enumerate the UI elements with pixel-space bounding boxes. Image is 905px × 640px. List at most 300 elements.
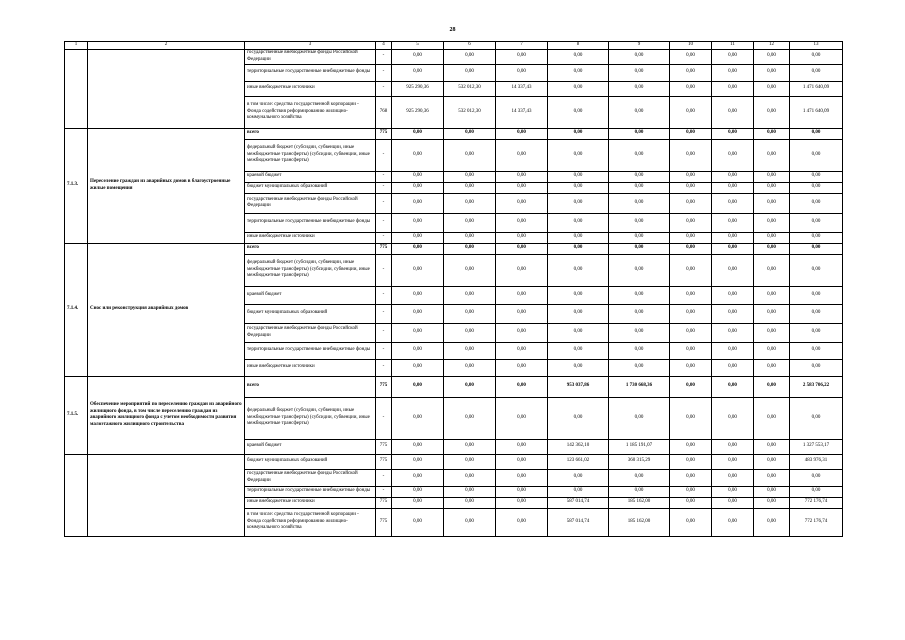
amount-cell: 0,00 bbox=[790, 359, 843, 376]
amount-cell: 0,00 bbox=[670, 254, 712, 286]
amount-cell: 0,00 bbox=[444, 128, 496, 139]
budget-code: - bbox=[376, 213, 392, 232]
amount-cell: 0,00 bbox=[754, 128, 790, 139]
column-number: 10 bbox=[670, 42, 712, 50]
amount-cell: 0,00 bbox=[790, 254, 843, 286]
funding-source: бюджет муниципальных образований bbox=[245, 182, 376, 193]
amount-cell: 0,00 bbox=[444, 323, 496, 342]
amount-cell: 0,00 bbox=[496, 342, 548, 359]
amount-cell: 0,00 bbox=[670, 243, 712, 254]
amount-cell: 142 362,10 bbox=[548, 439, 609, 454]
amount-cell: 0,00 bbox=[548, 81, 609, 96]
amount-cell: 185 162,00 bbox=[609, 508, 670, 536]
amount-cell: 925 290,36 bbox=[392, 96, 444, 128]
amount-cell: 0,00 bbox=[392, 139, 444, 171]
amount-cell: 0,00 bbox=[712, 397, 754, 439]
amount-cell: 0,00 bbox=[790, 323, 843, 342]
amount-cell: 0,00 bbox=[496, 49, 548, 64]
amount-cell: 0,00 bbox=[670, 128, 712, 139]
funding-source: федеральный бюджет (субсидии, субвенции, иные межбюджетные трансферты) (субсидии, субвенции, иные межбюджетные трансферты) bbox=[245, 139, 376, 171]
amount-cell: 0,00 bbox=[790, 304, 843, 323]
budget-code: 775 bbox=[376, 128, 392, 139]
item-number bbox=[65, 454, 88, 536]
budget-code: - bbox=[376, 359, 392, 376]
amount-cell: 0,00 bbox=[712, 439, 754, 454]
amount-cell: 0,00 bbox=[670, 81, 712, 96]
item-number: 7.1.5. bbox=[65, 376, 88, 454]
amount-cell: 0,00 bbox=[790, 193, 843, 213]
budget-code: - bbox=[376, 182, 392, 193]
budget-code: - bbox=[376, 81, 392, 96]
amount-cell: 0,00 bbox=[712, 254, 754, 286]
amount-cell: 0,00 bbox=[496, 139, 548, 171]
amount-cell: 0,00 bbox=[392, 439, 444, 454]
amount-cell: 0,00 bbox=[496, 304, 548, 323]
amount-cell: 0,00 bbox=[496, 359, 548, 376]
amount-cell: 0,00 bbox=[609, 232, 670, 243]
amount-cell: 0,00 bbox=[444, 64, 496, 81]
amount-cell: 0,00 bbox=[548, 213, 609, 232]
amount-cell: 0,00 bbox=[609, 213, 670, 232]
amount-cell: 0,00 bbox=[712, 49, 754, 64]
amount-cell: 0,00 bbox=[609, 254, 670, 286]
amount-cell: 0,00 bbox=[392, 232, 444, 243]
amount-cell: 0,00 bbox=[754, 397, 790, 439]
amount-cell: 0,00 bbox=[609, 193, 670, 213]
amount-cell: 0,00 bbox=[444, 508, 496, 536]
budget-code: 775 bbox=[376, 497, 392, 508]
amount-cell: 0,00 bbox=[548, 232, 609, 243]
amount-cell: 0,00 bbox=[712, 213, 754, 232]
amount-cell: 0,00 bbox=[754, 359, 790, 376]
funding-source: всего bbox=[245, 376, 376, 397]
amount-cell: 0,00 bbox=[548, 128, 609, 139]
amount-cell: 0,00 bbox=[670, 171, 712, 182]
amount-cell: 0,00 bbox=[670, 469, 712, 486]
amount-cell: 0,00 bbox=[496, 193, 548, 213]
amount-cell: 0,00 bbox=[392, 376, 444, 397]
amount-cell: 0,00 bbox=[392, 397, 444, 439]
funding-source: иные внебюджетные источники bbox=[245, 359, 376, 376]
amount-cell: 0,00 bbox=[670, 96, 712, 128]
amount-cell: 0,00 bbox=[670, 486, 712, 497]
amount-cell: 0,00 bbox=[392, 286, 444, 304]
amount-cell: 0,00 bbox=[444, 486, 496, 497]
amount-cell: 360 315,29 bbox=[609, 454, 670, 469]
funding-source: в том числе: средства государственной корпорации - Фонда содействия реформированию жилищно-коммунального хозяйства bbox=[245, 96, 376, 128]
amount-cell: 0,00 bbox=[670, 376, 712, 397]
funding-source: территориальные государственные внебюджетные фонды bbox=[245, 213, 376, 232]
amount-cell: 0,00 bbox=[548, 64, 609, 81]
amount-cell: 0,00 bbox=[754, 454, 790, 469]
funding-source: государственные внебюджетные фонды Российской Федерации bbox=[245, 49, 376, 64]
amount-cell: 2 583 706,22 bbox=[790, 376, 843, 397]
amount-cell: 0,00 bbox=[712, 469, 754, 486]
amount-cell: 0,00 bbox=[670, 359, 712, 376]
activity-name: Снос или реконструкция аварийных домов bbox=[88, 243, 245, 376]
item-number: 7.1.3. bbox=[65, 128, 88, 243]
funding-source: всего bbox=[245, 243, 376, 254]
amount-cell: 0,00 bbox=[609, 304, 670, 323]
budget-code: - bbox=[376, 286, 392, 304]
table-row bbox=[65, 49, 843, 64]
amount-cell: 0,00 bbox=[496, 486, 548, 497]
amount-cell: 0,00 bbox=[392, 454, 444, 469]
column-number: 7 bbox=[496, 42, 548, 50]
budget-code: - bbox=[376, 342, 392, 359]
amount-cell: 0,00 bbox=[712, 128, 754, 139]
amount-cell: 0,00 bbox=[609, 469, 670, 486]
amount-cell: 0,00 bbox=[609, 182, 670, 193]
amount-cell: 0,00 bbox=[392, 323, 444, 342]
amount-cell: 0,00 bbox=[754, 243, 790, 254]
amount-cell: 0,00 bbox=[496, 497, 548, 508]
amount-cell: 0,00 bbox=[754, 497, 790, 508]
amount-cell: 0,00 bbox=[754, 81, 790, 96]
amount-cell: 0,00 bbox=[670, 454, 712, 469]
column-number-row bbox=[65, 42, 843, 50]
activity-name bbox=[88, 49, 245, 128]
table-row bbox=[65, 454, 843, 469]
amount-cell: 0,00 bbox=[392, 128, 444, 139]
funding-source: государственные внебюджетные фонды Российской Федерации bbox=[245, 193, 376, 213]
amount-cell: 1 730 668,36 bbox=[609, 376, 670, 397]
amount-cell: 0,00 bbox=[548, 171, 609, 182]
amount-cell: 0,00 bbox=[712, 193, 754, 213]
amount-cell: 0,00 bbox=[712, 376, 754, 397]
amount-cell: 0,00 bbox=[754, 171, 790, 182]
budget-code: 775 bbox=[376, 508, 392, 536]
amount-cell: 0,00 bbox=[548, 304, 609, 323]
amount-cell: 0,00 bbox=[548, 397, 609, 439]
amount-cell: 0,00 bbox=[496, 323, 548, 342]
amount-cell: 0,00 bbox=[609, 171, 670, 182]
amount-cell: 0,00 bbox=[712, 342, 754, 359]
amount-cell: 0,00 bbox=[670, 439, 712, 454]
amount-cell: 0,00 bbox=[754, 64, 790, 81]
amount-cell: 0,00 bbox=[548, 96, 609, 128]
column-number: 6 bbox=[444, 42, 496, 50]
amount-cell: 0,00 bbox=[609, 81, 670, 96]
budget-code: - bbox=[376, 49, 392, 64]
column-number: 5 bbox=[392, 42, 444, 50]
amount-cell: 0,00 bbox=[790, 342, 843, 359]
amount-cell: 185 162,00 bbox=[609, 497, 670, 508]
funding-source: бюджет муниципальных образований bbox=[245, 304, 376, 323]
amount-cell: 14 337,43 bbox=[496, 81, 548, 96]
column-number: 2 bbox=[88, 42, 245, 50]
column-number: 4 bbox=[376, 42, 392, 50]
amount-cell: 0,00 bbox=[392, 49, 444, 64]
amount-cell: 0,00 bbox=[754, 193, 790, 213]
amount-cell: 0,00 bbox=[392, 359, 444, 376]
amount-cell: 0,00 bbox=[790, 171, 843, 182]
amount-cell: 0,00 bbox=[790, 469, 843, 486]
amount-cell: 0,00 bbox=[670, 342, 712, 359]
amount-cell: 0,00 bbox=[392, 213, 444, 232]
amount-cell: 0,00 bbox=[444, 439, 496, 454]
funding-source: государственные внебюджетные фонды Российской Федерации bbox=[245, 469, 376, 486]
amount-cell: 0,00 bbox=[444, 454, 496, 469]
amount-cell: 0,00 bbox=[444, 359, 496, 376]
amount-cell: 0,00 bbox=[609, 486, 670, 497]
amount-cell: 0,00 bbox=[392, 171, 444, 182]
column-number: 1 bbox=[65, 42, 88, 50]
amount-cell: 0,00 bbox=[609, 323, 670, 342]
column-number: 12 bbox=[754, 42, 790, 50]
column-number: 13 bbox=[790, 42, 843, 50]
table-row bbox=[65, 243, 843, 254]
amount-cell: 0,00 bbox=[392, 243, 444, 254]
amount-cell: 0,00 bbox=[670, 323, 712, 342]
amount-cell: 0,00 bbox=[754, 182, 790, 193]
funding-source: бюджет муниципальных образований bbox=[245, 454, 376, 469]
amount-cell: 0,00 bbox=[609, 243, 670, 254]
amount-cell: 0,00 bbox=[392, 193, 444, 213]
funding-source: всего bbox=[245, 128, 376, 139]
column-number: 8 bbox=[548, 42, 609, 50]
budget-code: - bbox=[376, 469, 392, 486]
funding-source: краевой бюджет bbox=[245, 286, 376, 304]
amount-cell: 0,00 bbox=[548, 286, 609, 304]
funding-source: государственные внебюджетные фонды Российской Федерации bbox=[245, 323, 376, 342]
amount-cell: 0,00 bbox=[548, 243, 609, 254]
funding-source: территориальные государственные внебюджетные фонды bbox=[245, 486, 376, 497]
amount-cell: 0,00 bbox=[444, 193, 496, 213]
amount-cell: 0,00 bbox=[712, 243, 754, 254]
amount-cell: 0,00 bbox=[548, 342, 609, 359]
amount-cell: 0,00 bbox=[754, 439, 790, 454]
amount-cell: 0,00 bbox=[790, 286, 843, 304]
amount-cell: 0,00 bbox=[670, 497, 712, 508]
amount-cell: 0,00 bbox=[444, 254, 496, 286]
amount-cell: 0,00 bbox=[392, 497, 444, 508]
amount-cell: 0,00 bbox=[712, 139, 754, 171]
amount-cell: 0,00 bbox=[496, 397, 548, 439]
amount-cell: 0,00 bbox=[496, 254, 548, 286]
amount-cell: 1 185 191,07 bbox=[609, 439, 670, 454]
table-row bbox=[65, 128, 843, 139]
amount-cell: 0,00 bbox=[609, 139, 670, 171]
amount-cell: 0,00 bbox=[670, 182, 712, 193]
funding-source: территориальные государственные внебюджетные фонды bbox=[245, 64, 376, 81]
funding-source: федеральный бюджет (субсидии, субвенции, иные межбюджетные трансферты) (субсидии, субвенции, иные межбюджетные трансферты) bbox=[245, 254, 376, 286]
item-number bbox=[65, 49, 88, 128]
amount-cell: 0,00 bbox=[754, 213, 790, 232]
amount-cell: 0,00 bbox=[548, 182, 609, 193]
amount-cell: 0,00 bbox=[548, 49, 609, 64]
amount-cell: 0,00 bbox=[392, 469, 444, 486]
amount-cell: 0,00 bbox=[670, 508, 712, 536]
amount-cell: 0,00 bbox=[444, 49, 496, 64]
amount-cell: 0,00 bbox=[754, 254, 790, 286]
amount-cell: 0,00 bbox=[548, 323, 609, 342]
budget-code: - bbox=[376, 64, 392, 81]
budget-code: - bbox=[376, 232, 392, 243]
amount-cell: 0,00 bbox=[444, 286, 496, 304]
amount-cell: 0,00 bbox=[712, 454, 754, 469]
amount-cell: 587 014,74 bbox=[548, 497, 609, 508]
amount-cell: 0,00 bbox=[754, 323, 790, 342]
amount-cell: 0,00 bbox=[712, 286, 754, 304]
column-number: 9 bbox=[609, 42, 670, 50]
amount-cell: 0,00 bbox=[444, 376, 496, 397]
amount-cell: 0,00 bbox=[712, 359, 754, 376]
amount-cell: 0,00 bbox=[609, 286, 670, 304]
amount-cell: 0,00 bbox=[444, 342, 496, 359]
amount-cell: 123 661,02 bbox=[548, 454, 609, 469]
column-number: 11 bbox=[712, 42, 754, 50]
amount-cell: 0,00 bbox=[790, 139, 843, 171]
amount-cell: 772 176,74 bbox=[790, 497, 843, 508]
amount-cell: 0,00 bbox=[712, 81, 754, 96]
amount-cell: 0,00 bbox=[496, 213, 548, 232]
amount-cell: 0,00 bbox=[670, 64, 712, 81]
budget-code: - bbox=[376, 323, 392, 342]
budget-code: - bbox=[376, 139, 392, 171]
amount-cell: 0,00 bbox=[392, 508, 444, 536]
amount-cell: 0,00 bbox=[609, 96, 670, 128]
budget-code: - bbox=[376, 254, 392, 286]
activity-name bbox=[88, 454, 245, 536]
amount-cell: 0,00 bbox=[444, 397, 496, 439]
amount-cell: 0,00 bbox=[754, 376, 790, 397]
amount-cell: 1 327 553,17 bbox=[790, 439, 843, 454]
amount-cell: 0,00 bbox=[790, 486, 843, 497]
amount-cell: 0,00 bbox=[444, 171, 496, 182]
amount-cell: 0,00 bbox=[444, 469, 496, 486]
amount-cell: 0,00 bbox=[609, 359, 670, 376]
amount-cell: 0,00 bbox=[609, 397, 670, 439]
budget-code: - bbox=[376, 486, 392, 497]
amount-cell: 0,00 bbox=[496, 286, 548, 304]
amount-cell: 0,00 bbox=[548, 486, 609, 497]
activity-name: Обеспечение мероприятий по переселению граждан из аварийного жилищного фонда, в том числе переселению граждан из аварийного жилищного фонда с учетом необходимости развития малоэтажного жилищного строительства bbox=[88, 376, 245, 454]
amount-cell: 0,00 bbox=[548, 359, 609, 376]
amount-cell: 0,00 bbox=[496, 243, 548, 254]
amount-cell: 0,00 bbox=[548, 139, 609, 171]
funding-source: иные внебюджетные источники bbox=[245, 497, 376, 508]
amount-cell: 0,00 bbox=[444, 497, 496, 508]
amount-cell: 0,00 bbox=[712, 96, 754, 128]
amount-cell: 0,00 bbox=[754, 508, 790, 536]
table-row bbox=[65, 376, 843, 397]
budget-table bbox=[64, 41, 843, 537]
amount-cell: 0,00 bbox=[712, 486, 754, 497]
budget-code: - bbox=[376, 397, 392, 439]
amount-cell: 0,00 bbox=[790, 232, 843, 243]
amount-cell: 0,00 bbox=[444, 182, 496, 193]
funding-source: в том числе: средства государственной корпорации - Фонда содействия реформированию жилищно-коммунального хозяйства bbox=[245, 508, 376, 536]
amount-cell: 532 012,30 bbox=[444, 96, 496, 128]
amount-cell: 0,00 bbox=[444, 232, 496, 243]
budget-code: 768 bbox=[376, 96, 392, 128]
amount-cell: 0,00 bbox=[444, 139, 496, 171]
amount-cell: 0,00 bbox=[754, 342, 790, 359]
amount-cell: 0,00 bbox=[548, 469, 609, 486]
amount-cell: 0,00 bbox=[754, 139, 790, 171]
amount-cell: 0,00 bbox=[392, 254, 444, 286]
item-number: 7.1.4. bbox=[65, 243, 88, 376]
amount-cell: 0,00 bbox=[392, 64, 444, 81]
page-number: 28 bbox=[449, 27, 456, 33]
amount-cell: 0,00 bbox=[496, 439, 548, 454]
budget-code: - bbox=[376, 304, 392, 323]
amount-cell: 14 337,43 bbox=[496, 96, 548, 128]
funding-source: краевой бюджет bbox=[245, 171, 376, 182]
activity-name: Переселение граждан из аварийных домов в благоустроенные жилые помещения bbox=[88, 128, 245, 243]
amount-cell: 0,00 bbox=[392, 486, 444, 497]
amount-cell: 0,00 bbox=[754, 469, 790, 486]
amount-cell: 0,00 bbox=[670, 139, 712, 171]
amount-cell: 0,00 bbox=[754, 49, 790, 64]
amount-cell: 0,00 bbox=[444, 304, 496, 323]
amount-cell: 0,00 bbox=[712, 323, 754, 342]
amount-cell: 0,00 bbox=[670, 304, 712, 323]
amount-cell: 0,00 bbox=[670, 193, 712, 213]
budget-code: 775 bbox=[376, 376, 392, 397]
budget-code: 775 bbox=[376, 243, 392, 254]
amount-cell: 0,00 bbox=[496, 64, 548, 81]
amount-cell: 0,00 bbox=[712, 497, 754, 508]
amount-cell: 0,00 bbox=[712, 508, 754, 536]
amount-cell: 0,00 bbox=[754, 96, 790, 128]
budget-code: 775 bbox=[376, 439, 392, 454]
amount-cell: 0,00 bbox=[392, 342, 444, 359]
funding-source: иные внебюджетные источники bbox=[245, 232, 376, 243]
column-number: 3 bbox=[245, 42, 376, 50]
amount-cell: 772 176,74 bbox=[790, 508, 843, 536]
amount-cell: 0,00 bbox=[754, 304, 790, 323]
budget-code: - bbox=[376, 171, 392, 182]
amount-cell: 0,00 bbox=[712, 182, 754, 193]
amount-cell: 532 012,30 bbox=[444, 81, 496, 96]
amount-cell: 0,00 bbox=[609, 342, 670, 359]
amount-cell: 0,00 bbox=[609, 128, 670, 139]
amount-cell: 1 471 640,09 bbox=[790, 81, 843, 96]
amount-cell: 0,00 bbox=[754, 232, 790, 243]
budget-code: - bbox=[376, 193, 392, 213]
amount-cell: 0,00 bbox=[609, 49, 670, 64]
amount-cell: 0,00 bbox=[392, 182, 444, 193]
amount-cell: 0,00 bbox=[496, 454, 548, 469]
amount-cell: 0,00 bbox=[790, 64, 843, 81]
amount-cell: 0,00 bbox=[790, 128, 843, 139]
amount-cell: 0,00 bbox=[754, 486, 790, 497]
amount-cell: 0,00 bbox=[496, 469, 548, 486]
amount-cell: 0,00 bbox=[496, 182, 548, 193]
amount-cell: 0,00 bbox=[444, 213, 496, 232]
amount-cell: 953 037,86 bbox=[548, 376, 609, 397]
amount-cell: 0,00 bbox=[754, 286, 790, 304]
funding-source: краевой бюджет bbox=[245, 439, 376, 454]
funding-source: территориальные государственные внебюджетные фонды bbox=[245, 342, 376, 359]
amount-cell: 0,00 bbox=[790, 243, 843, 254]
amount-cell: 0,00 bbox=[670, 232, 712, 243]
amount-cell: 0,00 bbox=[548, 254, 609, 286]
amount-cell: 0,00 bbox=[670, 286, 712, 304]
amount-cell: 0,00 bbox=[548, 193, 609, 213]
amount-cell: 0,00 bbox=[496, 508, 548, 536]
amount-cell: 0,00 bbox=[712, 64, 754, 81]
amount-cell: 587 014,74 bbox=[548, 508, 609, 536]
funding-source: федеральный бюджет (субсидии, субвенции, иные межбюджетные трансферты) (субсидии, субвенции, иные межбюджетные трансферты) bbox=[245, 397, 376, 439]
amount-cell: 0,00 bbox=[670, 397, 712, 439]
amount-cell: 0,00 bbox=[496, 171, 548, 182]
amount-cell: 0,00 bbox=[790, 213, 843, 232]
amount-cell: 0,00 bbox=[790, 182, 843, 193]
amount-cell: 0,00 bbox=[670, 213, 712, 232]
